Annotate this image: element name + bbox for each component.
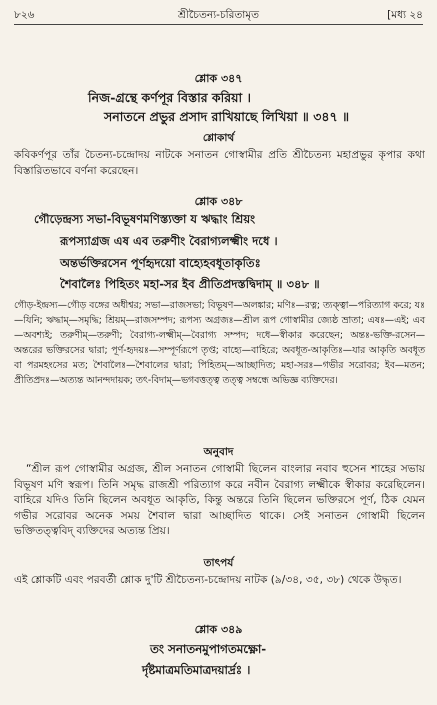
page-number: ৮২৬ [14, 9, 35, 21]
running-header [14, 6, 423, 25]
verse-349-line-2: র্দৃষ্টমাত্রমতিমাত্রদয়ার্দ্রঃ । [142, 663, 251, 677]
verse-349-line-1: তং সনাতনমুপাগতমক্ষ্ণো- [150, 642, 267, 656]
verse-347-heading: শ্লোক ৩৪৭ [194, 72, 243, 85]
verse-347-line-2: সনাতনে প্রভুর প্রসাদ রাখিয়াছে লিখিয়া ॥ ৩৪৭ ॥ [104, 109, 350, 124]
book-title: শ্রীচৈতন্য-চরিতামৃত [177, 9, 260, 21]
verse-347-meaning-heading: শ্লোকার্থ [202, 132, 235, 144]
verse-348-word-for-word [14, 298, 425, 389]
verse-348-heading: শ্লোক ৩৪৮ [194, 195, 243, 208]
verse-348-line-2: রূপস্যাগ্রজ এষ এব তরুণীং বৈরাগ্যলক্ষ্মীং দধে । [60, 234, 278, 248]
verse-348-line-3: অন্তর্ভক্তিরসেন পূর্ণহৃদয়ো বাহ্যেহবধূতাকৃতিঃ [60, 256, 261, 270]
verse-347-meaning [14, 148, 425, 179]
purport-heading: তাৎপর্য [203, 557, 234, 569]
verse-347-line-1: নিজ-গ্রন্থে কর্ণপূর বিস্তার করিয়া । [88, 90, 251, 105]
word-for-word-text: গৌড়-ইন্দ্রস্য—গৌড় বঙ্গের অধীশ্বর; সভা—রাজসভা; বিভূষণ—অলঙ্কার; মণিঃ—রত্ন; ত্যক্ত্বা—পরিত্যাগ করে; যঃ—যিনি; ঋদ্ধাম্—সমৃদ্ধি; শ্রিয়ম্—রাজসম্পদ; রূপস্য অগ্রজঃ—শ্রীল রূপ গোস্বামীর জ্যেষ্ঠ ভ্রাতা; এষঃ—এই; এব—অবশ্যই; তরুণীম্—তরুণী; বৈরাগ্য-লক্ষ্মীম্—বৈরাগ্য সম্পদ; দধে—স্বীকার করেছেন; অন্তঃ-ভক্তি-রসেন—অন্তরের ভক্তিরসের দ্বারা; পূর্ণ-হৃদয়ঃ—সম্পূর্ণরূপে তৃপ্ত; বাহ্যে—বাহিরে; অবধূত-আকৃতিঃ—যার আকৃতি অবধূত বা পরমহংসের মত; শৈবালৈঃ—শৈবালের দ্বারা; পিহিতম্—আচ্ছাদিত; মহা-সরঃ—গভীর সরোবর; ইব—মতন; প্রীতিপ্রদঃ—অত্যন্ত আনন্দদায়ক; তৎ-বিদাম্—ভগবত্তত্ত্ব তত্ত্ব সম্বন্ধে অভিজ্ঞ ব্যক্তিদের। [14, 300, 425, 387]
verse-348-purport [14, 573, 425, 589]
translation-text: “শ্রীল রূপ গোস্বামীর অগ্রজ, শ্রীল সনাতন গোস্বামী ছিলেন বাংলার নবাব হুসেন শাহের সভায় বিভূষণ মণি স্বরূপ। তিনি সমৃদ্ধ রাজশ্রী পরিত্যাগ করে নবীন বৈরাগ্য লক্ষ্মীকে স্বীকার করেছিলেন। বাহিরে যদিও তিনি ছিলেন অবধূত আকৃতি, কিন্তু অন্তরে তিনি ছিলেন ভক্তিরসে পূর্ণ, ঠিক যেমন গভীর সরোবর অনেক সময় শৈবাল দ্বারা আচ্ছাদিত থাকে। সেই সনাতন গোস্বামী ছিলেন ভক্তিতত্ত্ববিদ্ ব্যক্তিদের অত্যন্ত প্রিয়। [14, 463, 425, 538]
purport-text: এই শ্লোকটি এবং পরবর্তী শ্লোক দু'টি শ্রীচৈতন্য-চন্দ্রোদয় নাটক (৯/৩৪, ৩৫, ৩৮) থেকে উদ্ধৃত। [14, 574, 402, 586]
chapter-label: [মধ্য ২৪ [387, 9, 423, 21]
translation-heading: অনুবাদ [203, 446, 234, 458]
verse-348-line-4: শৈবালৈঃ পিহিতং মহা-সর ইব প্রীতিপ্রদস্তদ্বিদাম্ ॥ ৩৪৮ ॥ [60, 277, 320, 291]
verse-349-heading: শ্লোক ৩৪৯ [194, 623, 243, 636]
verse-348-line-1: গৌড়েন্দ্রস্য সভা-বিভূষণমণিস্ত্যক্তা য ঋদ্ধাং শ্রিয়ং [34, 212, 256, 226]
verse-347-meaning-text: কবিকর্ণপূর তাঁর চৈতন্য-চন্দ্রোদয় নাটকে সনাতন গোস্বামীর প্রতি শ্রীচৈতন্য মহাপ্রভুর কৃপার কথা বিস্তারিতভাবে বর্ণনা করেছেন। [14, 149, 425, 177]
verse-348-translation [14, 462, 425, 540]
